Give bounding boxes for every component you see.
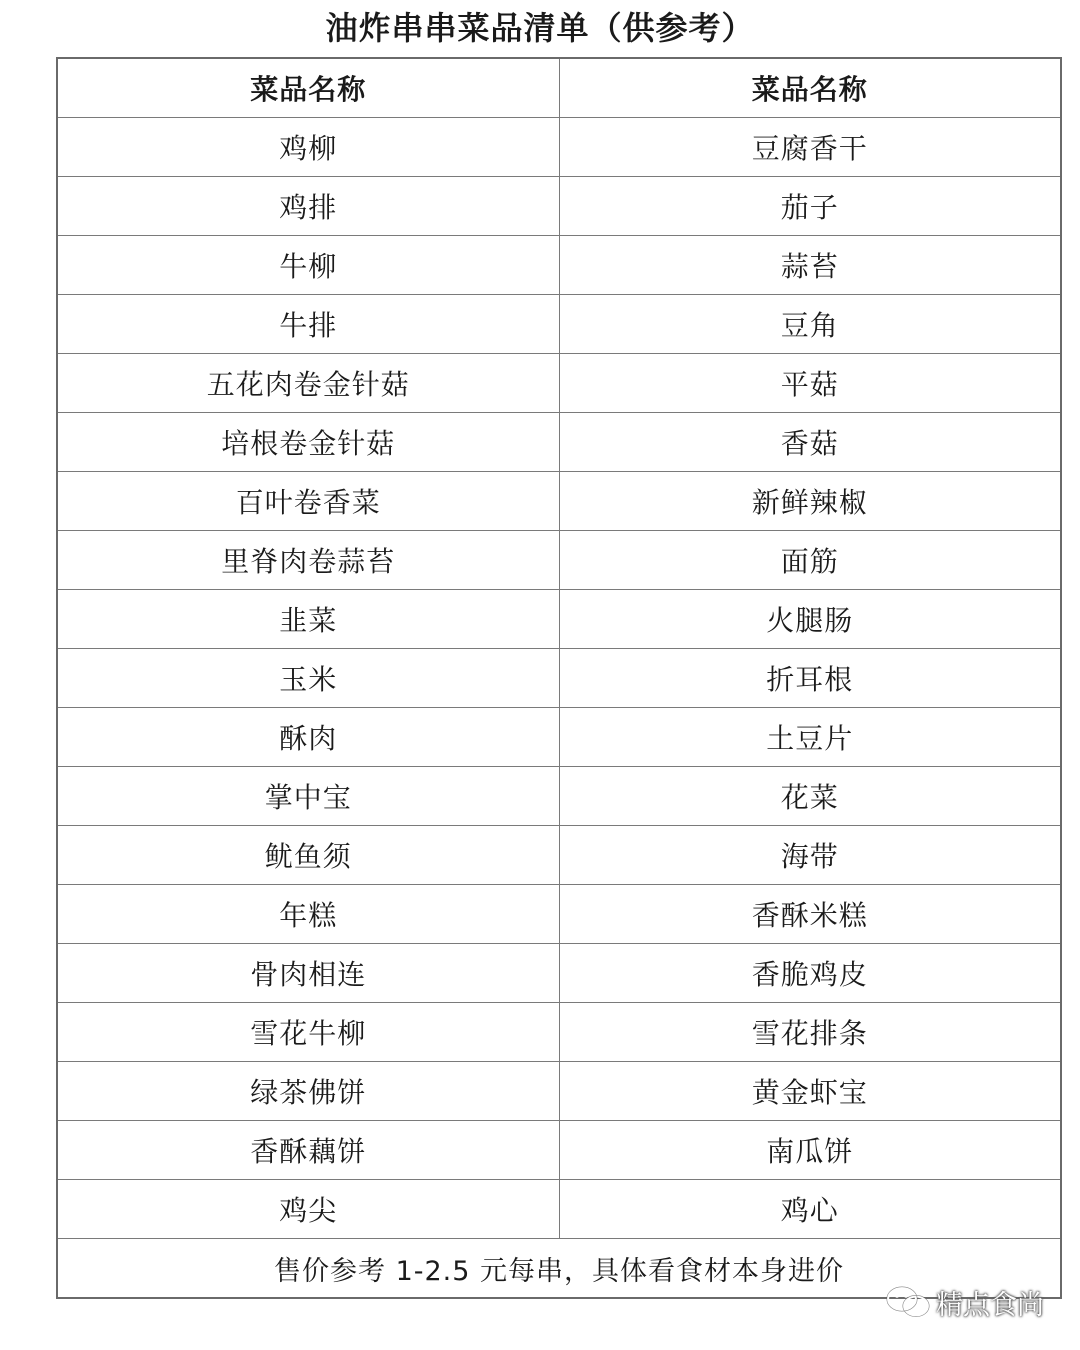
table-row (57, 177, 1061, 236)
table-cell: 豆角 (559, 295, 1061, 354)
table-cell: 平菇 (559, 354, 1061, 413)
table-cell: 黄金虾宝 (559, 1062, 1061, 1121)
table-cell: 五花肉卷金针菇 (57, 354, 559, 413)
table-row (57, 767, 1061, 826)
table-row (57, 708, 1061, 767)
table-cell: 韭菜 (57, 590, 559, 649)
table-cell: 海带 (559, 826, 1061, 885)
table-row (57, 1062, 1061, 1121)
table-row (57, 118, 1061, 177)
table-row (57, 1180, 1061, 1239)
table-cell: 南瓜饼 (559, 1121, 1061, 1180)
table-cell: 土豆片 (559, 708, 1061, 767)
price-note: 售价参考 1-2.5 元每串，具体看食材本身进价 (57, 1239, 1061, 1299)
table-cell: 香酥藕饼 (57, 1121, 559, 1180)
table-cell: 牛柳 (57, 236, 559, 295)
table-cell: 香菇 (559, 413, 1061, 472)
watermark-text: 精点食尚 (936, 1289, 1044, 1321)
table-cell: 豆腐香干 (559, 118, 1061, 177)
table-cell: 香酥米糕 (559, 885, 1061, 944)
table-cell: 蒜苔 (559, 236, 1061, 295)
table-cell: 花菜 (559, 767, 1061, 826)
table-cell: 折耳根 (559, 649, 1061, 708)
watermark (886, 1282, 1044, 1322)
table-cell: 鸡排 (57, 177, 559, 236)
table-cell: 培根卷金针菇 (57, 413, 559, 472)
table-cell: 玉米 (57, 649, 559, 708)
table-row (57, 354, 1061, 413)
table-row (57, 1121, 1061, 1180)
table-cell: 鱿鱼须 (57, 826, 559, 885)
table-cell: 绿茶佛饼 (57, 1062, 559, 1121)
table-cell: 鸡柳 (57, 118, 559, 177)
table-cell: 面筋 (559, 531, 1061, 590)
table-cell: 年糕 (57, 885, 559, 944)
page-title: 油炸串串菜品清单（供参考） (325, 9, 755, 47)
table-row (57, 649, 1061, 708)
table-row (57, 1003, 1061, 1062)
table-cell: 雪花牛柳 (57, 1003, 559, 1062)
table-cell: 骨肉相连 (57, 944, 559, 1003)
dish-table (56, 57, 1062, 1299)
table-cell: 酥肉 (57, 708, 559, 767)
table-row (57, 413, 1061, 472)
table-cell: 百叶卷香菜 (57, 472, 559, 531)
table-cell: 香脆鸡皮 (559, 944, 1061, 1003)
column-header: 菜品名称 (57, 58, 559, 118)
table-cell: 雪花排条 (559, 1003, 1061, 1062)
table-cell: 鸡尖 (57, 1180, 559, 1239)
table-cell: 鸡心 (559, 1180, 1061, 1239)
table-row (57, 295, 1061, 354)
table-cell: 新鲜辣椒 (559, 472, 1061, 531)
table-row (57, 826, 1061, 885)
table-row (57, 531, 1061, 590)
table-row (57, 472, 1061, 531)
table-cell: 牛排 (57, 295, 559, 354)
wechat-icon (886, 1285, 930, 1319)
table-row (57, 590, 1061, 649)
table-row (57, 236, 1061, 295)
column-header: 菜品名称 (559, 58, 1061, 118)
table-cell: 火腿肠 (559, 590, 1061, 649)
table-cell: 茄子 (559, 177, 1061, 236)
table-row (57, 885, 1061, 944)
table-cell: 掌中宝 (57, 767, 559, 826)
table-row (57, 944, 1061, 1003)
table-header-row (57, 58, 1061, 118)
table-cell: 里脊肉卷蒜苔 (57, 531, 559, 590)
